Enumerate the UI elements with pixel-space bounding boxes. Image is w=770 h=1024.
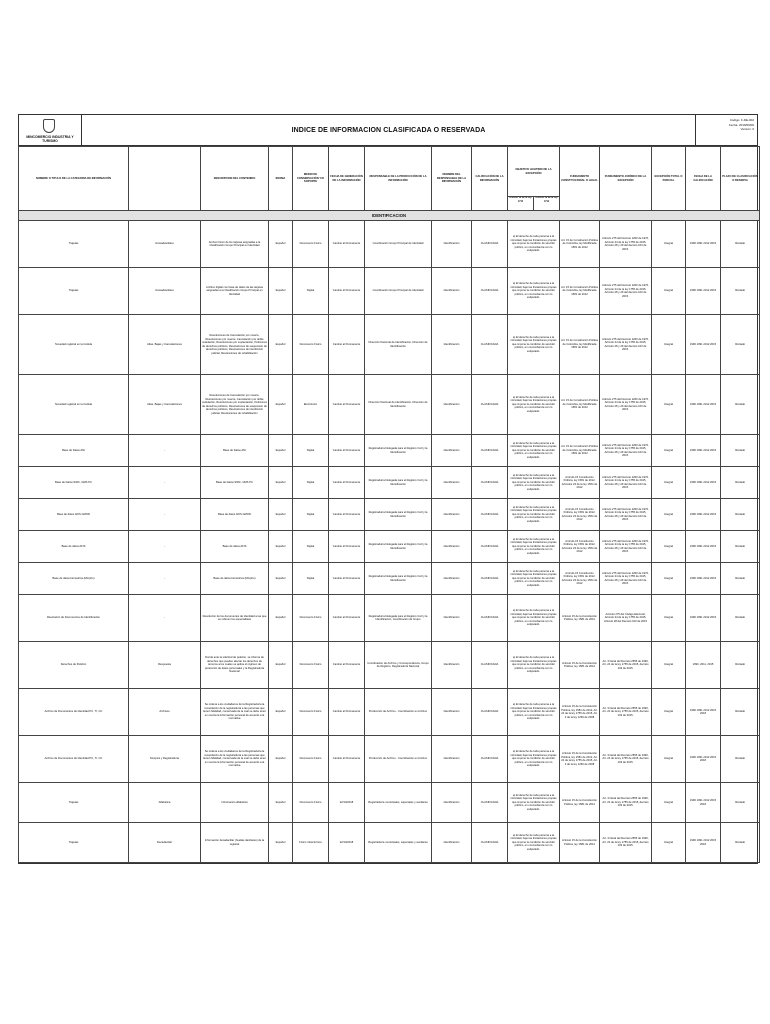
cell-col-13: Integral bbox=[652, 689, 686, 736]
cell-col-10: a) El derecho de toda persona a la intimidad, bajo las limitaciones propias que impone la condición de servidor público, en concordancia con lo estipulado. bbox=[508, 315, 560, 375]
cell-col-12: Artículo 275 del Decreto 1260 de 1970, Artículo 24 de la ley 1755 de 2015, Artículo 28 y 29 del decreto 103 de 2015. bbox=[600, 531, 652, 563]
column-header: CALIFICACIÓN DE LA INFORMACIÓN bbox=[472, 147, 508, 211]
cell-col-2: Decadactilar bbox=[129, 823, 201, 863]
cell-col-12: Artículo 275 del Decreto 1260 de 1970, Artículo 24 de la ley 1755 de 2015, Artículo 28 y 29 del decreto 103 de 2015. bbox=[600, 221, 652, 268]
cell-col-8: Identificación bbox=[432, 642, 472, 689]
cell-col-6: Cambio al Permanente bbox=[329, 435, 365, 467]
cell-col-13: Integral bbox=[652, 736, 686, 783]
cell-col-15: Ilimitado bbox=[721, 268, 760, 315]
cell-col-3: Base de Datos SIRC, GMS PC bbox=[201, 467, 269, 499]
cell-col-3: Resolución de los documentos de identidad a las que se refieren los especialistas bbox=[201, 595, 269, 642]
cell-col-1: Archivo de Documentos de Identidad PC, TI, CC bbox=[19, 689, 129, 736]
cell-col-8: Identificación bbox=[432, 221, 472, 268]
cell-col-12: Art. 3 literal del Decreto 2555 de 1990, Art. 24 de la ley 1755 de 2015, decreto 103 de 2015. bbox=[600, 689, 652, 736]
cell-col-11: Artículo 15 Constitución Política, ley 1581 de 2012, Artículos 23 de la ley 1564 de 2012 bbox=[560, 563, 600, 595]
column-header: FECHA DE LA CALIFICACIÓN bbox=[686, 147, 721, 211]
cell-col-6: 22/10/2018 bbox=[329, 783, 365, 823]
cell-col-1: Archivo de Documentos de Identidad PC, TI, CC bbox=[19, 736, 129, 783]
table-row bbox=[19, 268, 760, 315]
cell-col-5: Digital bbox=[293, 467, 329, 499]
cell-col-8: Identificación bbox=[432, 823, 472, 863]
cell-col-8: Identificación bbox=[432, 315, 472, 375]
cell-col-11: Art. 15 de Constitución Política de Colombia, ley Modificada 1581 de 2012 bbox=[560, 268, 600, 315]
logo-brand: MINCOMERCIO INDUSTRIA Y TURISMO bbox=[26, 135, 74, 143]
cell-col-11: Artículo 15 de la Constitución Política, ley 1581 de 2012, Art. 24 de la ley 1755 de 2015, Art. 3 de la ley 1266 de 2008 bbox=[560, 736, 600, 783]
cell-col-15: Ilimitado bbox=[721, 736, 760, 783]
table-row bbox=[19, 499, 760, 531]
column-header-row bbox=[19, 147, 760, 197]
cell-col-1: Trajetas bbox=[19, 221, 129, 268]
table-row bbox=[19, 823, 760, 863]
cell-col-10: a) El derecho de toda persona a la intimidad, bajo las limitaciones propias que impone la condición de servidor público, en concordancia con lo estipulado. bbox=[508, 499, 560, 531]
cell-col-8: Identificación bbox=[432, 435, 472, 467]
meta-code: Código: F-DE-002 bbox=[729, 118, 754, 122]
cell-col-10: a) El derecho de toda persona a la intimidad, bajo las limitaciones propias que impone la condición de servidor público, en concordancia con lo estipulado. bbox=[508, 375, 560, 435]
column-header: FUNDAMENTO CONSTITUCIONAL O LEGAL bbox=[560, 147, 600, 211]
cell-col-14: 1990 1991 2012 2015 2018 bbox=[686, 783, 721, 823]
cell-col-1: Trajetas bbox=[19, 783, 129, 823]
cell-col-2: Gravadas/dana bbox=[129, 268, 201, 315]
cell-col-3: Resoluciones de Cancelación por muerte, Resoluciones por muerte, Cancelación por doble cedulación, Resoluciones por suplantación, Peticiones de derechos políticos, Resoluciones de suspensión de derechos políticos, Resoluciones de interdicción judicial, Resoluciones de rehabilitación bbox=[201, 315, 269, 375]
cell-col-2: Respuesta bbox=[129, 642, 201, 689]
column-header: NOMBRE DEL RESPONSABLE DE LA INFORMACIÓN bbox=[432, 147, 472, 211]
cell-col-1: Base de Datos SIRC, GMS PC bbox=[19, 467, 129, 499]
cell-col-12: Artículo 275 del Decreto 1260 de 1970, Artículo 24 de la ley 1755 de 2015, Artículo 28 y 29 del decreto 103 de 2015. bbox=[600, 268, 652, 315]
cell-col-5: Digital bbox=[293, 563, 329, 595]
cell-col-1: Trajetas bbox=[19, 823, 129, 863]
section-label: IDENTIFICACION bbox=[19, 211, 760, 221]
cell-col-12: Artículo 275 del Decreto 1260 de 1970, Artículo 24 de la ley 1755 de 2015, Artículo 28 y 29 del decreto 103 de 2015. bbox=[600, 435, 652, 467]
cell-col-4: Español bbox=[269, 689, 293, 736]
cell-col-13: Integral bbox=[652, 595, 686, 642]
cell-col-12: Artículo 275 del Código Electoral, Artículo 24 de la ley 1755 de 2015, Artículo 28 del Decreto 103 de 2015 bbox=[600, 595, 652, 642]
cell-col-5: Digital bbox=[293, 268, 329, 315]
cell-col-7: Registraduría Delegada para el Registro Civil y la Identificación bbox=[365, 435, 432, 467]
column-subheader: Artículo 18 de la Ley 1712 bbox=[508, 197, 534, 210]
cell-col-12: Art. 3 literal del Decreto 2555 de 1990, Art. 24 de la ley 1755 de 2015, decreto 103 de 2015. bbox=[600, 823, 652, 863]
table-row bbox=[19, 315, 760, 375]
cell-col-14: 1990 1991 2012 2015 bbox=[686, 375, 721, 435]
cell-col-14: 1990 1991 2012 2015 bbox=[686, 221, 721, 268]
cell-col-3: Base de datos AFIS bbox=[201, 531, 269, 563]
cell-col-9: CLASIFICADA bbox=[472, 531, 508, 563]
cell-col-11: Artículo 15 de la Constitución Política, ley 1581 de 2012 bbox=[560, 595, 600, 642]
cell-col-15: Ilimitado bbox=[721, 499, 760, 531]
cell-col-9: CLASIFICADA bbox=[472, 563, 508, 595]
cell-col-12: Artículo 275 del Decreto 1260 de 1970, Artículo 24 de la ley 1755 de 2015, Artículo 28 y 29 del decreto 103 de 2015. bbox=[600, 467, 652, 499]
meta-version: Versión: 0 bbox=[740, 127, 754, 131]
cell-col-10: a) El derecho de toda persona a la intimidad, bajo las limitaciones propias que impone la condición de servidor público, en concordancia con lo estipulado. bbox=[508, 642, 560, 689]
cell-col-6: Cambio al Permanente bbox=[329, 315, 365, 375]
cell-col-4: Español bbox=[269, 221, 293, 268]
table-row bbox=[19, 467, 760, 499]
cell-col-5: Documento Físico bbox=[293, 221, 329, 268]
cell-col-12: Artículo 275 del Decreto 1260 de 1970, Artículo 24 de la ley 1755 de 2015, Artículo 28 y 29 del decreto 103 de 2015. bbox=[600, 315, 652, 375]
cell-col-11: Art. 15 de Constitución Política de Colombia, ley Modificada 1581 de 2012 bbox=[560, 435, 600, 467]
logo bbox=[19, 115, 82, 145]
cell-col-9: CLASIFICADA bbox=[472, 689, 508, 736]
cell-col-8: Identificación bbox=[432, 736, 472, 783]
table-row bbox=[19, 689, 760, 736]
cell-col-15: Ilimitado bbox=[721, 435, 760, 467]
coat-of-arms-icon bbox=[43, 119, 55, 133]
cell-col-14: 1990 1991 2012 2015 2018 bbox=[686, 689, 721, 736]
cell-col-13: Integral bbox=[652, 563, 686, 595]
cell-col-1: Base de datos AFIS GMOD bbox=[19, 499, 129, 531]
cell-col-3: Base de datos biométrica (Morpho) bbox=[201, 563, 269, 595]
cell-col-6: Cambio al Permanente bbox=[329, 736, 365, 783]
cell-col-15: Ilimitado bbox=[721, 375, 760, 435]
cell-col-2: - bbox=[129, 595, 201, 642]
cell-col-4: Español bbox=[269, 435, 293, 467]
cell-col-8: Identificación bbox=[432, 595, 472, 642]
cell-col-2: - bbox=[129, 563, 201, 595]
classified-info-table bbox=[18, 146, 760, 863]
cell-col-12: Art. 3 literal del Decreto 2555 de 1990, Art. 24 de la ley 1755 de 2015, decreto 103 de 2015. bbox=[600, 642, 652, 689]
cell-col-11: Artículo 15 Constitución Política, ley 1581 de 2012, Artículos 23 de la ley 1564 de 2012 bbox=[560, 531, 600, 563]
cell-col-13: Integral bbox=[652, 783, 686, 823]
cell-col-7: Dirección Nacional de Identificación, Dirección de Identificación bbox=[365, 315, 432, 375]
cell-col-8: Identificación bbox=[432, 499, 472, 531]
cell-col-7: Coordinación de Archivo y Correspondencia, Grupo de Registro, Registraduría Nacional bbox=[365, 642, 432, 689]
cell-col-4: Español bbox=[269, 736, 293, 783]
cell-col-13: Integral bbox=[652, 221, 686, 268]
cell-col-1: Base de Datos ANI bbox=[19, 435, 129, 467]
cell-col-15: Ilimitado bbox=[721, 315, 760, 375]
cell-col-5: Físico / Electrónico bbox=[293, 823, 329, 863]
cell-col-11: Artículo 15 Constitución Política, ley 1581 de 2012, Artículos 23 de la ley 1564 de 2012 bbox=[560, 499, 600, 531]
cell-col-15: Ilimitado bbox=[721, 642, 760, 689]
cell-col-8: Identificación bbox=[432, 783, 472, 823]
cell-col-7: Registraduría municipales, especiales y auxiliares bbox=[365, 783, 432, 823]
cell-col-13: Integral bbox=[652, 823, 686, 863]
document-meta bbox=[695, 115, 757, 145]
cell-col-7: Producción de Archivo - Coordinación en Archivo bbox=[365, 689, 432, 736]
cell-col-4: Español bbox=[269, 595, 293, 642]
cell-col-14: 1990 1991 2012 2015 bbox=[686, 268, 721, 315]
cell-col-15: Ilimitado bbox=[721, 823, 760, 863]
cell-col-2: - bbox=[129, 435, 201, 467]
cell-col-10: a) El derecho de toda persona a la intimidad, bajo las limitaciones propias que impone la condición de servidor público, en concordancia con lo estipulado. bbox=[508, 689, 560, 736]
cell-col-1: Trajetas bbox=[19, 268, 129, 315]
cell-col-15: Ilimitado bbox=[721, 563, 760, 595]
cell-col-11: Art. 15 de Constitución Política de Colombia, ley Modificada 1581 de 2012 bbox=[560, 315, 600, 375]
cell-col-7: Dirección Nacional de Identificación, Dirección de Identificación bbox=[365, 375, 432, 435]
cell-col-6: Cambio al Permanente bbox=[329, 375, 365, 435]
cell-col-1: Novedad registral en la Cédula bbox=[19, 315, 129, 375]
cell-col-5: Digital bbox=[293, 435, 329, 467]
cell-col-2: - bbox=[129, 499, 201, 531]
cell-col-15: Ilimitado bbox=[721, 221, 760, 268]
cell-col-13: Integral bbox=[652, 642, 686, 689]
column-header: FUNDAMENTO JURÍDICO DE LA EXCEPCIÓN bbox=[600, 147, 652, 211]
cell-col-10: a) El derecho de toda persona a la intimidad, bajo las limitaciones propias que impone la condición de servidor público, en concordancia con lo estipulado. bbox=[508, 783, 560, 823]
table-row bbox=[19, 595, 760, 642]
cell-col-8: Identificación bbox=[432, 531, 472, 563]
cell-col-9: CLASIFICADA bbox=[472, 736, 508, 783]
cell-col-6: 22/10/2018 bbox=[329, 823, 365, 863]
cell-col-8: Identificación bbox=[432, 689, 472, 736]
cell-col-10: a) El derecho de toda persona a la intimidad, bajo las limitaciones propias que impone la condición de servidor público, en concordancia con lo estipulado. bbox=[508, 823, 560, 863]
cell-col-10: a) El derecho de toda persona a la intimidad, bajo las limitaciones propias que impone la condición de servidor público, en concordancia con lo estipulado. bbox=[508, 531, 560, 563]
cell-col-5: Electrónico bbox=[293, 375, 329, 435]
table-row bbox=[19, 642, 760, 689]
cell-col-4: Español bbox=[269, 268, 293, 315]
cell-col-2: Archivos bbox=[129, 689, 201, 736]
cell-col-15: Ilimitado bbox=[721, 531, 760, 563]
cell-col-1: Base de datos AFIS bbox=[19, 531, 129, 563]
cell-col-2: Sinopsis y Registraduría bbox=[129, 736, 201, 783]
cell-col-14: 1990 1991 2012 2015 bbox=[686, 435, 721, 467]
cell-col-10: a) El derecho de toda persona a la intimidad, bajo las limitaciones propias que impone la condición de servidor público, en concordancia con lo estipulado. bbox=[508, 563, 560, 595]
cell-col-5: Documento Físico bbox=[293, 595, 329, 642]
cell-col-9: CLASIFICADA bbox=[472, 595, 508, 642]
cell-col-6: Cambio al Permanente bbox=[329, 563, 365, 595]
cell-col-12: Artículo 275 del Decreto 1260 de 1970, Artículo 24 de la ley 1755 de 2015, Artículo 28 y 29 del decreto 103 de 2015. bbox=[600, 499, 652, 531]
cell-col-7: Registraduría Delegada para el Registro Civil y la Identificación bbox=[365, 467, 432, 499]
cell-col-7: Registraduría Delegada para el Registro Civil y la Identificación bbox=[365, 531, 432, 563]
cell-col-5: Documento Físico bbox=[293, 783, 329, 823]
table-row bbox=[19, 783, 760, 823]
cell-col-4: Español bbox=[269, 642, 293, 689]
cell-col-15: Ilimitado bbox=[721, 595, 760, 642]
cell-col-8: Identificación bbox=[432, 375, 472, 435]
cell-col-11: Artículo 15 de la Constitución Política, ley 1581 de 2012 bbox=[560, 783, 600, 823]
cell-col-14: 1990 1991 2012 2015 bbox=[686, 563, 721, 595]
table-row bbox=[19, 531, 760, 563]
column-header: IDIOMA bbox=[269, 147, 293, 211]
cell-col-3: Se ordena a los ciudadanos de la Registraduría la recopilación de la registraduría a las personas que tienen fidelidad, conservada de la cual se debe tener en cuenta la información personal de acuerdo a la normativa bbox=[201, 736, 269, 783]
cell-col-13: Integral bbox=[652, 435, 686, 467]
cell-col-12: Art. 3 literal del Decreto 2555 de 1990, Art. 24 de la ley 1755 de 2015, decreto 103 de 2015. bbox=[600, 783, 652, 823]
cell-col-15: Ilimitado bbox=[721, 783, 760, 823]
meta-date: Fecha: 2019/09/06 bbox=[728, 122, 754, 127]
cell-col-10: a) El derecho de toda persona a la intimidad, bajo las limitaciones propias que impone la condición de servidor público, en concordancia con lo estipulado. bbox=[508, 221, 560, 268]
cell-col-5: Documento Físico bbox=[293, 642, 329, 689]
cell-col-3: Archivo digital con base de datos de las tarjetas asignadas a la Clasificación Grupo Principal en Identidad bbox=[201, 268, 269, 315]
cell-col-14: 1990 1991 2012 2015 2018 bbox=[686, 823, 721, 863]
cell-col-2: - bbox=[129, 467, 201, 499]
cell-col-4: Español bbox=[269, 499, 293, 531]
cell-col-13: Integral bbox=[652, 315, 686, 375]
cell-col-13: Integral bbox=[652, 531, 686, 563]
column-header: DESCRIPCION DEL CONTENIDO bbox=[201, 147, 269, 211]
cell-col-10: a) El derecho de toda persona a la intimidad, bajo las limitaciones propias que impone la condición de servidor público, en concordancia con lo estipulado. bbox=[508, 268, 560, 315]
cell-col-4: Español bbox=[269, 375, 293, 435]
cell-col-9: CLASIFICADA bbox=[472, 315, 508, 375]
cell-col-3: Donde ante la solicitud de petición, se informa de derechos que pueden afectar los derechos de terceros a los cuales se aplica el régimen de protección de datos personales y la Registraduría Nacional bbox=[201, 642, 269, 689]
cell-col-6: Cambio al Permanente bbox=[329, 499, 365, 531]
cell-col-4: Español bbox=[269, 563, 293, 595]
cell-col-11: Art. 15 de Constitución Política de Colombia, ley Modificada 1581 de 2012 bbox=[560, 375, 600, 435]
cell-col-11: Artículo 15 Constitución Política, ley 1581 de 2012, Artículos 23 de la ley 1564 de 2012 bbox=[560, 467, 600, 499]
cell-col-3: Se ordena a los ciudadanos de la Registraduría la recopilación de la registraduría a las personas que tienen fidelidad, conservada de la cual se debe tener en cuenta la información personal de acuerdo a la normativa bbox=[201, 689, 269, 736]
cell-col-14: 1990 1991 2012 2015 2018 bbox=[686, 736, 721, 783]
cell-col-9: CLASIFICADA bbox=[472, 221, 508, 268]
cell-col-6: Cambio al Permanente bbox=[329, 531, 365, 563]
column-header: PLAZO DE CLASIFICACIÓN O RESERVA bbox=[721, 147, 760, 211]
table-row bbox=[19, 375, 760, 435]
cell-col-7: Registraduría Delegada para el Registro Civil y la Identificación bbox=[365, 499, 432, 531]
table-row bbox=[19, 563, 760, 595]
cell-col-4: Español bbox=[269, 823, 293, 863]
cell-col-5: Digital bbox=[293, 531, 329, 563]
table-row bbox=[19, 221, 760, 268]
cell-col-14: 1990, 2011, 2015 bbox=[686, 642, 721, 689]
section-row bbox=[19, 211, 760, 221]
cell-col-14: 1990 1991 2012 2015 bbox=[686, 467, 721, 499]
cell-col-7: Coordinación Grupo Principal de Identidad bbox=[365, 221, 432, 268]
cell-col-13: Integral bbox=[652, 375, 686, 435]
cell-col-12: Artículo 275 del Decreto 1260 de 1970, Artículo 24 de la ley 1755 de 2015, Artículo 28 y 29 del decreto 103 de 2015. bbox=[600, 375, 652, 435]
column-subheader-pair bbox=[508, 197, 560, 211]
column-header: FECHA DE GENERACIÓN DE LA INFORMACIÓN bbox=[329, 147, 365, 211]
cell-col-7: Producción de Archivo - Coordinación en Archivo bbox=[365, 736, 432, 783]
cell-col-13: Integral bbox=[652, 499, 686, 531]
cell-col-9: CLASIFICADA bbox=[472, 642, 508, 689]
cell-col-6: Cambio al Permanente bbox=[329, 268, 365, 315]
document-title: INDICE DE INFORMACION CLASIFICADA O RESERVADA bbox=[291, 126, 486, 134]
cell-col-10: a) El derecho de toda persona a la intimidad, bajo las limitaciones propias que impone la condición de servidor público, en concordancia con lo estipulado. bbox=[508, 595, 560, 642]
cell-col-8: Identificación bbox=[432, 467, 472, 499]
cell-col-4: Español bbox=[269, 783, 293, 823]
cell-col-9: CLASIFICADA bbox=[472, 375, 508, 435]
table-row bbox=[19, 736, 760, 783]
column-header: EXCEPCIÓN TOTAL O PARCIAL bbox=[652, 147, 686, 211]
column-header: MEDIO DE CONSERVACIÓN Y/O SOPORTE bbox=[293, 147, 329, 211]
cell-col-4: Español bbox=[269, 531, 293, 563]
cell-col-2: Gravadas/dana bbox=[129, 221, 201, 268]
index-sheet bbox=[18, 114, 758, 864]
cell-col-2: Altas, Bajas y Cancelaciones bbox=[129, 375, 201, 435]
document-header bbox=[19, 115, 757, 146]
cell-col-3: Información alfabética bbox=[201, 783, 269, 823]
cell-col-15: Ilimitado bbox=[721, 467, 760, 499]
cell-col-9: CLASIFICADA bbox=[472, 268, 508, 315]
cell-col-9: CLASIFICADA bbox=[472, 435, 508, 467]
cell-col-9: CLASIFICADA bbox=[472, 783, 508, 823]
cell-col-3: Archivo físico de los tarjetas asignadas a la Clasificación Grupo Principal en Identidad bbox=[201, 221, 269, 268]
cell-col-6: Cambio al Permanente bbox=[329, 467, 365, 499]
cell-col-12: Artículo 275 del Decreto 1260 de 1970, Artículo 24 de la ley 1755 de 2015, Artículo 28 y 29 del decreto 103 de 2015. bbox=[600, 563, 652, 595]
cell-col-12: Art. 3 literal del Decreto 2555 de 1990, Art. 24 de la ley 1755 de 2015, decreto 103 de 2015. bbox=[600, 736, 652, 783]
cell-col-14: 1990 1991 2012 2015 bbox=[686, 315, 721, 375]
cell-col-1: Derechos de Petición bbox=[19, 642, 129, 689]
table-row bbox=[19, 435, 760, 467]
cell-col-5: Digital bbox=[293, 499, 329, 531]
cell-col-9: CLASIFICADA bbox=[472, 823, 508, 863]
cell-col-10: a) El derecho de toda persona a la intimidad, bajo las limitaciones propias que impone la condición de servidor público, en concordancia con lo estipulado. bbox=[508, 467, 560, 499]
cell-col-14: 1990 1991 2012 2015 bbox=[686, 499, 721, 531]
cell-col-2: Altas, Bajas y Cancelaciones bbox=[129, 315, 201, 375]
column-header bbox=[129, 147, 201, 211]
cell-col-11: Artículo 15 de la Constitución Política, ley 1581 de 2012 bbox=[560, 823, 600, 863]
cell-col-7: Registraduría Delegada para el Registro Civil y la Identificación bbox=[365, 563, 432, 595]
cell-col-10: a) El derecho de toda persona a la intimidad, bajo las limitaciones propias que impone la condición de servidor público, en concordancia con lo estipulado. bbox=[508, 435, 560, 467]
column-header: NOMBRE O TITULO DE LA CATEGORIA DE INFORMACIÓN bbox=[19, 147, 129, 211]
cell-col-8: Identificación bbox=[432, 268, 472, 315]
cell-col-5: Documento Físico bbox=[293, 736, 329, 783]
cell-col-3: Base de Datos ANI bbox=[201, 435, 269, 467]
cell-col-11: Artículo 15 de la Constitución Política, ley 1581 de 2012, Art. 24 de la ley 1755 de 2015, Art. 3 de la ley 1266 de 2008 bbox=[560, 689, 600, 736]
cell-col-9: CLASIFICADA bbox=[472, 499, 508, 531]
cell-col-7: Registraduría municipales, especiales y auxiliares bbox=[365, 823, 432, 863]
cell-col-3: Base de datos AFIS GMOD bbox=[201, 499, 269, 531]
cell-col-14: 1990 1991 2012 2015 bbox=[686, 531, 721, 563]
cell-col-13: Integral bbox=[652, 268, 686, 315]
cell-col-9: CLASIFICADA bbox=[472, 467, 508, 499]
cell-col-8: Identificación bbox=[432, 563, 472, 595]
cell-col-3: Información decadactilar (huellas dactilares) de la registral bbox=[201, 823, 269, 863]
cell-col-7: Coordinación Grupo Principal de Identidad bbox=[365, 268, 432, 315]
cell-col-2: - bbox=[129, 531, 201, 563]
cell-col-15: Ilimitado bbox=[721, 689, 760, 736]
column-header: OBJETIVO LEGITIMO DE LA EXCEPCIÓN bbox=[508, 147, 560, 197]
cell-col-6: Cambio al Permanente bbox=[329, 642, 365, 689]
cell-col-14: 1990 1991 2012 2015 bbox=[686, 595, 721, 642]
cell-col-11: Artículo 15 de la Constitución Política, ley 1581 de 2012 bbox=[560, 642, 600, 689]
cell-col-11: Art. 15 de Constitución Política de Colombia, ley Modificada 1581 de 2012 bbox=[560, 221, 600, 268]
column-header: RESPONSABLE DE LA PRODUCCIÓN DE LA INFORMACIÓN bbox=[365, 147, 432, 211]
cell-col-1: Novedad registral en la Cédula bbox=[19, 375, 129, 435]
cell-col-1: Base de datos biométrica (Morpho) bbox=[19, 563, 129, 595]
cell-col-1: Resolución de Documentos de Identificación bbox=[19, 595, 129, 642]
cell-col-4: Español bbox=[269, 315, 293, 375]
cell-col-10: a) El derecho de toda persona a la intimidad, bajo las limitaciones propias que impone la condición de servidor público, en concordancia con lo estipulado. bbox=[508, 736, 560, 783]
cell-col-5: Documento Físico bbox=[293, 689, 329, 736]
cell-col-4: Español bbox=[269, 467, 293, 499]
cell-col-5: Documento Físico bbox=[293, 315, 329, 375]
cell-col-6: Cambio al Permanente bbox=[329, 689, 365, 736]
cell-col-6: Cambio al Permanente bbox=[329, 595, 365, 642]
cell-col-7: Registraduría Delegada para el Registro Civil y la Identificación, Coordinación de Grupo bbox=[365, 595, 432, 642]
cell-col-6: Cambio al Permanente bbox=[329, 221, 365, 268]
cell-col-13: Integral bbox=[652, 467, 686, 499]
cell-col-3: Resoluciones de Cancelación por muerte, Resoluciones por muerte, Cancelación por doble cedulación, Resoluciones por suplantación, Peticiones de derechos políticos, Resoluciones de suspensión de derechos políticos, Resoluciones de interdicción judicial, Resoluciones de rehabilitación bbox=[201, 375, 269, 435]
column-subheader: Artículo 19 de la Ley 1712 bbox=[535, 197, 558, 203]
cell-col-2: Alfabética bbox=[129, 783, 201, 823]
